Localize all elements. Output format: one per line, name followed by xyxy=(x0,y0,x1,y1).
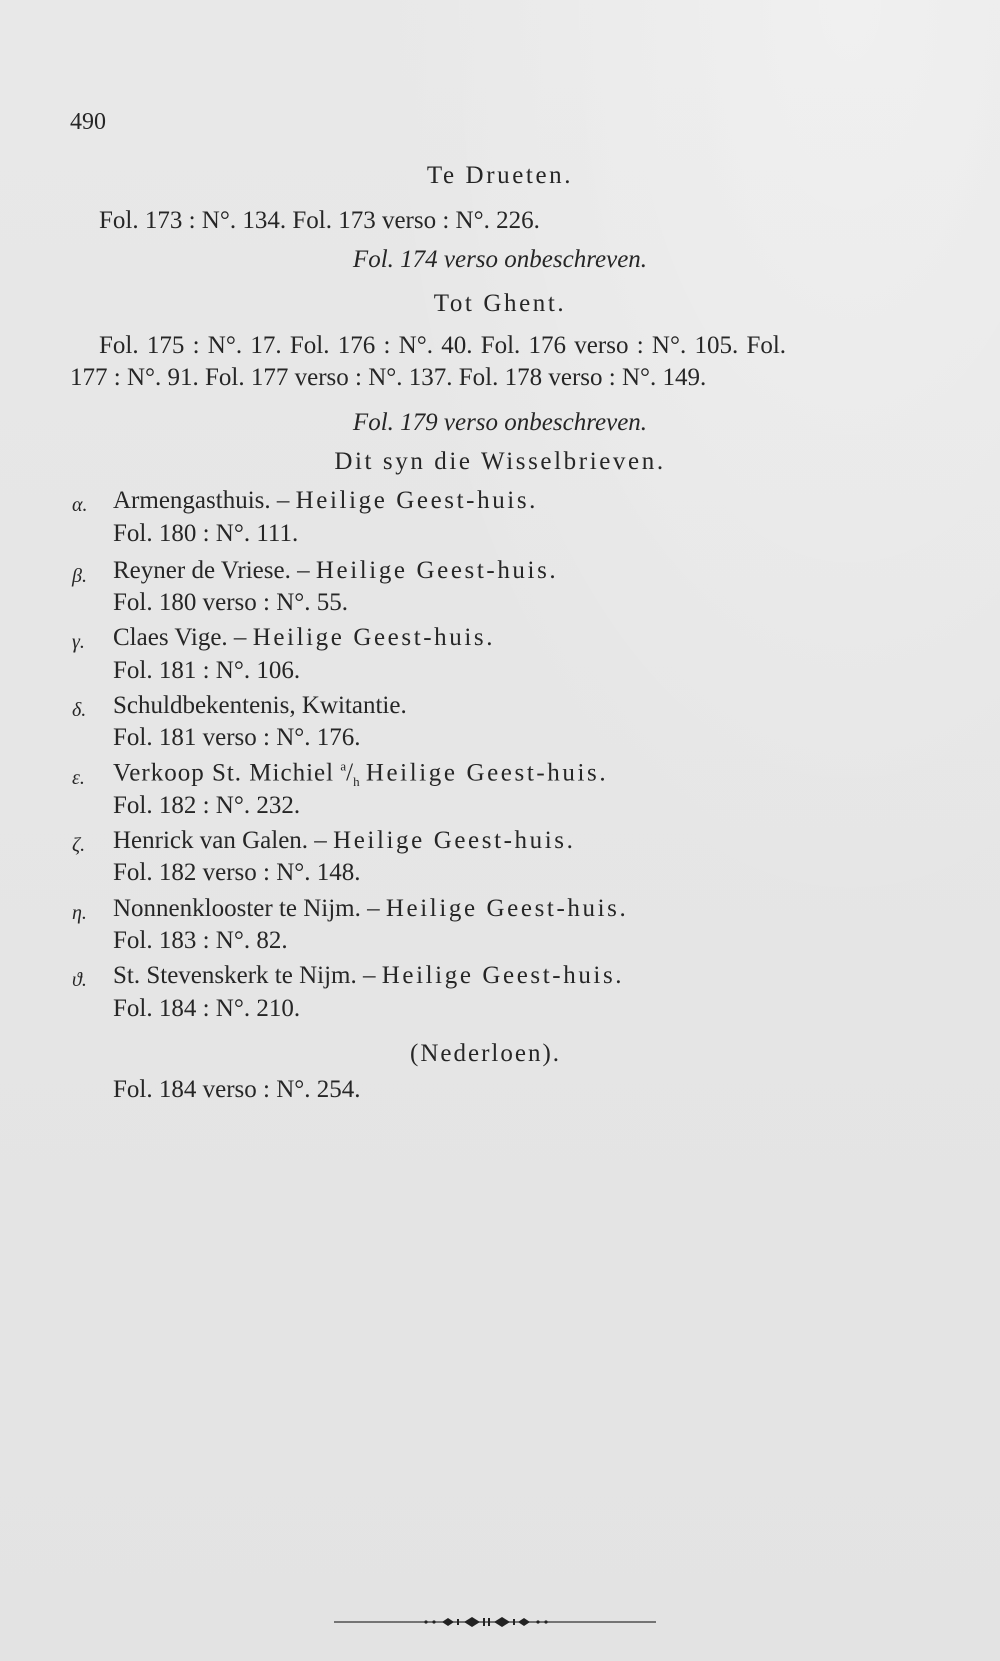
section-heading-nederloen: (Nederloen). xyxy=(410,1040,562,1067)
entry-title xyxy=(113,487,538,515)
entry-fol: Fol. 183 : N°. 82. xyxy=(113,927,288,954)
page-number: 490 xyxy=(70,109,106,135)
section-heading-wisselbrieven: Dit syn die Wisselbrieven. xyxy=(334,448,666,475)
entry-destination: Heilige Geest-huis. xyxy=(333,827,576,854)
fraction: $^a/_h$ xyxy=(340,759,360,790)
entry-destination: Heilige Geest-huis. xyxy=(295,487,539,514)
ghent-fol-line-1: Fol. 175 : N°. 17. Fol. 176 : N°. 40. Fol. 176 verso : N°. 105. Fol. xyxy=(99,332,787,359)
section-heading-drueten: Te Drueten. xyxy=(426,162,574,189)
entry-title xyxy=(113,624,495,652)
entry-destination: Heilige Geest-huis. xyxy=(365,759,609,787)
entry-destination: Heilige Geest-huis. xyxy=(252,624,496,651)
entry-destination: Heilige Geest-huis. xyxy=(381,962,625,989)
entry-letter: α. xyxy=(72,494,88,516)
entry-letter: ϑ. xyxy=(72,969,87,991)
entry-destination: Heilige Geest-huis. xyxy=(385,895,629,922)
entry-fol: Fol. 182 : N°. 232. xyxy=(113,792,301,819)
entry-name: Verkoop St. Michiel xyxy=(113,759,335,787)
section-heading-ghent: Tot Ghent. xyxy=(433,290,567,317)
entry-letter: ε. xyxy=(72,767,85,789)
drueten-fol-line: Fol. 173 : N°. 134. Fol. 173 verso : N°. 226. xyxy=(99,207,540,234)
entry-title xyxy=(113,759,608,790)
entry-name: Nonnenklooster te Nijm. – xyxy=(113,895,380,922)
entry-name: Reyner de Vriese. – xyxy=(113,557,310,584)
ornament-divider xyxy=(334,1615,656,1629)
entry-title xyxy=(113,827,575,855)
entry-fol: Fol. 180 : N°. 111. xyxy=(113,520,299,547)
entry-letter: β. xyxy=(72,565,87,587)
entry-letter: δ. xyxy=(72,699,87,721)
entry-name: Claes Vige. – xyxy=(113,624,247,651)
entry-fol: Fol. 181 : N°. 106. xyxy=(113,657,301,684)
entry-fol: Fol. 181 verso : N°. 176. xyxy=(113,724,361,751)
entry-name: Armengasthuis. – xyxy=(113,487,290,514)
entry-title xyxy=(113,692,407,720)
entry-title xyxy=(113,557,558,585)
ghent-fol-line-2: 177 : N°. 91. Fol. 177 verso : N°. 137. Fol. 178 verso : N°. 149. xyxy=(70,364,707,391)
entry-title xyxy=(113,895,628,923)
entry-destination: Heilige Geest-huis. xyxy=(315,557,559,584)
ghent-note: Fol. 179 verso onbeschreven. xyxy=(352,409,648,436)
entry-fol: Fol. 184 : N°. 210. xyxy=(113,995,301,1022)
entry-name: Schuldbekentenis, Kwitantie. xyxy=(113,692,407,719)
nederloen-fol-line: Fol. 184 verso : N°. 254. xyxy=(113,1076,361,1103)
entry-fol: Fol. 182 verso : N°. 148. xyxy=(113,859,361,886)
entry-letter: η. xyxy=(72,902,87,924)
entry-letter: γ. xyxy=(72,631,85,653)
entry-letter: ζ. xyxy=(72,834,86,856)
entry-name: St. Stevenskerk te Nijm. – xyxy=(113,962,376,989)
entry-title xyxy=(113,962,624,990)
entry-name: Henrick van Galen. – xyxy=(113,827,327,854)
entry-fol: Fol. 180 verso : N°. 55. xyxy=(113,589,348,616)
drueten-note: Fol. 174 verso onbeschreven. xyxy=(352,246,648,273)
